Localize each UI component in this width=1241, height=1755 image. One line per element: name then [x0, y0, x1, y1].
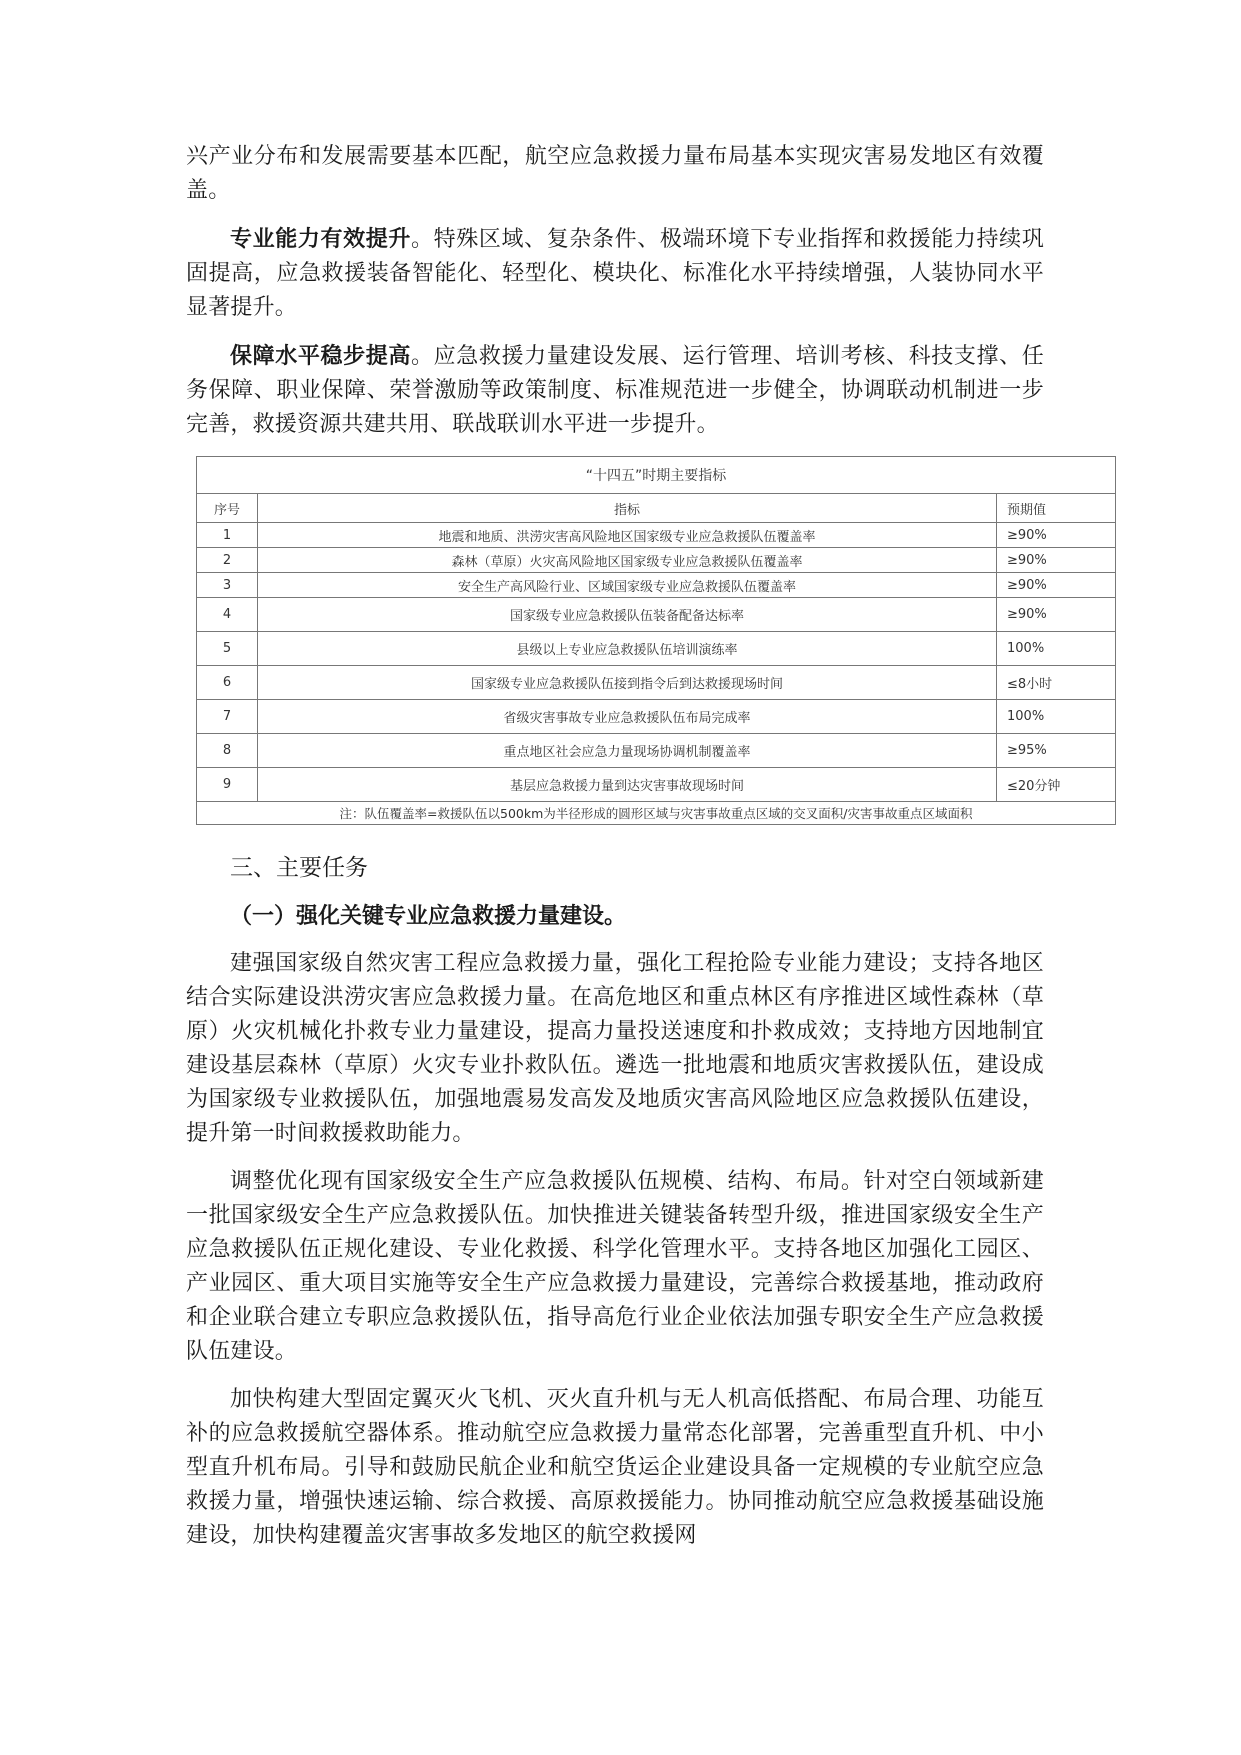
row-no: 2 [197, 548, 258, 573]
paragraph-lead: 专业能力有效提升 [230, 226, 411, 252]
indicators-table-wrapper [196, 456, 1116, 825]
header-value: 预期值 [997, 494, 1116, 523]
row-no: 6 [197, 666, 258, 700]
table-row [197, 548, 1116, 573]
paragraph-text: 。特殊区域、复杂条件、极端环境下专业指挥和救援能力持续巩固提高，应急救援装备智能化、轻型化、模块化、标准化水平持续增强，人装协同水平显著提升。 [186, 227, 1044, 320]
table-row [197, 734, 1116, 768]
row-value: ≥90% [997, 548, 1116, 573]
row-value: 100% [997, 632, 1116, 666]
row-no: 5 [197, 632, 258, 666]
table-row [197, 632, 1116, 666]
table-row [197, 598, 1116, 632]
row-value: ≥90% [997, 573, 1116, 598]
header-no: 序号 [197, 494, 258, 523]
table-row [197, 573, 1116, 598]
row-indicator: 国家级专业应急救援队伍装备配备达标率 [258, 598, 997, 632]
row-indicator: 森林（草原）火灾高风险地区国家级专业应急救援队伍覆盖率 [258, 548, 997, 573]
paragraph-professional-capability [186, 222, 1044, 325]
paragraph-continued [186, 140, 1044, 208]
row-indicator: 国家级专业应急救援队伍接到指令后到达救援现场时间 [258, 666, 997, 700]
row-indicator: 基层应急救援力量到达灾害事故现场时间 [258, 768, 997, 802]
row-indicator: 县级以上专业应急救援队伍培训演练率 [258, 632, 997, 666]
row-value: ≤20分钟 [997, 768, 1116, 802]
row-value: ≥90% [997, 598, 1116, 632]
paragraph-lead: 保障水平稳步提高 [230, 343, 411, 369]
section-title: 三、主要任务 [230, 855, 368, 881]
table-caption: “十四五”时期主要指标 [197, 457, 1116, 494]
table-row [197, 523, 1116, 548]
row-value: 100% [997, 700, 1116, 734]
row-no: 8 [197, 734, 258, 768]
table-row [197, 768, 1116, 802]
subsection-title: （一）强化关键专业应急救援力量建设。 [230, 903, 627, 929]
paragraph-text: 。应急救援力量建设发展、运行管理、培训考核、科技支撑、任务保障、职业保障、荣誉激励等政策制度、标准规范进一步健全，协调联动机制进一步完善，救援资源共建共用、联战联训水平进一步提升。 [186, 344, 1044, 437]
row-no: 3 [197, 573, 258, 598]
header-indicator: 指标 [258, 494, 997, 523]
row-no: 1 [197, 523, 258, 548]
paragraph-aviation-forces: 加快构建大型固定翼灭火飞机、灭火直升机与无人机高低搭配、布局合理、功能互补的应急救援航空器体系。推动航空应急救援力量常态化部署，完善重型直升机、中小型直升机布局。引导和鼓励民航企业和航空货运企业建设具备一定规模的专业航空应急救援力量，增强快速运输、综合救援、高原救援能力。协同推动航空应急救援基础设施建设，加快构建覆盖灾害事故多发地区的航空救援网 [186, 1387, 1044, 1548]
row-indicator: 重点地区社会应急力量现场协调机制覆盖率 [258, 734, 997, 768]
table-header-row [197, 494, 1116, 523]
row-value: ≥95% [997, 734, 1116, 768]
paragraph-natural-disaster-forces: 建强国家级自然灾害工程应急救援力量，强化工程抢险专业能力建设；支持各地区结合实际建设洪涝灾害应急救援力量。在高危地区和重点林区有序推进区域性森林（草原）火灾机械化扑救专业力量建设，提高力量投送速度和扑救成效；支持地方因地制宜建设基层森林（草原）火灾专业扑救队伍。遴选一批地震和地质灾害救援队伍，建设成为国家级专业救援队伍，加强地震易发高发及地质灾害高风险地区应急救援队伍建设，提升第一时间救援救助能力。 [186, 951, 1044, 1146]
row-value: ≤8小时 [997, 666, 1116, 700]
row-no: 9 [197, 768, 258, 802]
row-value: ≥90% [997, 523, 1116, 548]
document-page [186, 140, 1061, 1567]
row-no: 7 [197, 700, 258, 734]
table-note: 注：队伍覆盖率=救援队伍以500km为半径形成的圆形区域与灾害事故重点区域的交叉面积/灾害事故重点区域面积 [197, 802, 1116, 825]
table-row [197, 666, 1116, 700]
row-indicator: 安全生产高风险行业、区域国家级专业应急救援队伍覆盖率 [258, 573, 997, 598]
row-indicator: 地震和地质、洪涝灾害高风险地区国家级专业应急救援队伍覆盖率 [258, 523, 997, 548]
paragraph-text: 兴产业分布和发展需要基本匹配，航空应急救援力量布局基本实现灾害易发地区有效覆盖。 [186, 144, 1044, 203]
row-indicator: 省级灾害事故专业应急救援队伍布局完成率 [258, 700, 997, 734]
row-no: 4 [197, 598, 258, 632]
indicators-table [196, 456, 1116, 825]
table-row [197, 700, 1116, 734]
paragraph-safety-production-forces: 调整优化现有国家级安全生产应急救援队伍规模、结构、布局。针对空白领域新建一批国家级安全生产应急救援队伍。加快推进关键装备转型升级，推进国家级安全生产应急救援队伍正规化建设、专业化救援、科学化管理水平。支持各地区加强化工园区、产业园区、重大项目实施等安全生产应急救援力量建设，完善综合救援基地，推动政府和企业联合建立专职应急救援队伍，指导高危行业企业依法加强专职安全生产应急救援队伍建设。 [186, 1169, 1044, 1364]
paragraph-support-level [186, 339, 1044, 442]
